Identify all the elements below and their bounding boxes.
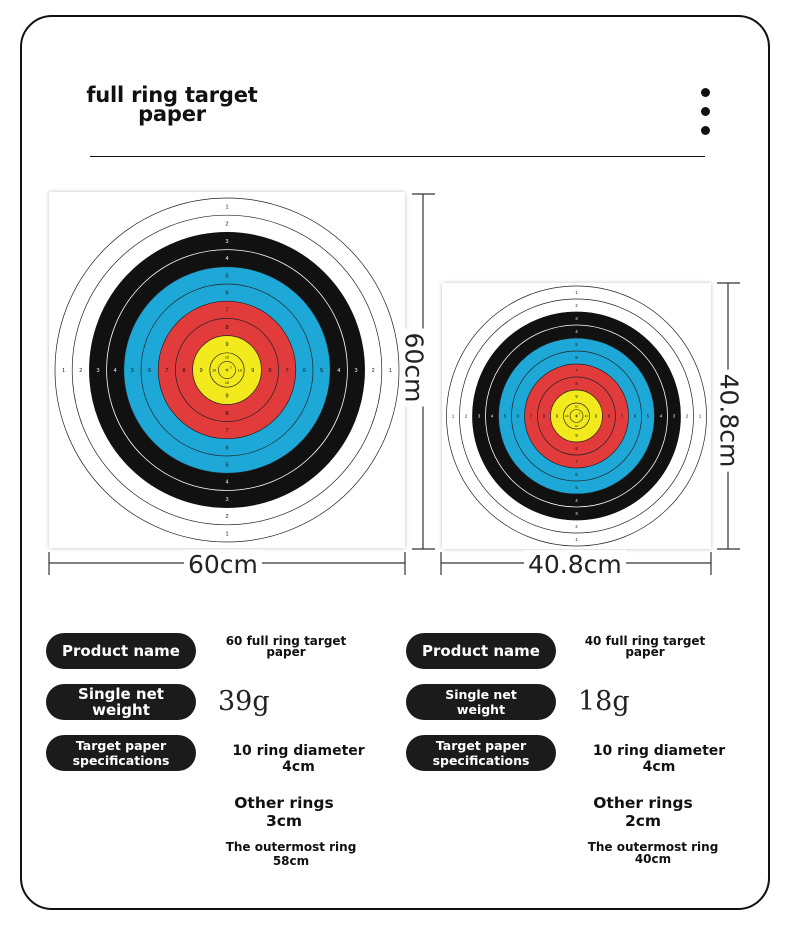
ring-number-label: 3 [96,367,100,374]
ring-number-label: 8 [225,410,229,417]
ring-number-label: 7 [165,367,169,374]
ring-number-label: 4 [659,413,663,419]
ring-number-label: 4 [490,413,494,419]
product-name-value-60: 60 full ring target paper [225,634,347,659]
ring-number-label: 7 [575,367,578,373]
ring-number-label: 4 [337,367,341,374]
width-label-40cm: 40.8cm [524,550,626,579]
ring-number-label: 6 [225,290,229,297]
ring-number-label: 6 [575,354,578,360]
ring-number-label: 5 [646,413,650,419]
ring-number-label: 4 [575,497,578,503]
ring-number-label: 6 [575,471,578,477]
ring-number-label: 5 [225,462,229,469]
ring-number-label: 3 [575,510,578,516]
ring-number-label: 2 [575,523,578,529]
ring-number-label: 7 [575,458,578,464]
page-title: full ring target paper [86,83,258,126]
ring-number-label-10: 10 [574,423,579,428]
ring-number-label: 4 [225,479,229,486]
spec-line-other-40: Other rings 2cm [593,794,693,830]
ring-number-label: 6 [302,367,306,374]
ring-number-label: 3 [477,413,481,419]
spec-label-60: Target paper specifications [46,735,196,771]
ring-number-label: 8 [575,380,578,386]
spec-line-outer-40: The outermost ring 40cm [587,840,719,866]
ring-number-label: 1 [451,413,455,419]
width-label-60cm: 60cm [184,550,262,579]
ring-number-label: 2 [575,302,578,308]
ring-number-label: 5 [130,367,134,374]
ring-number-label: 8 [225,324,229,331]
ring-number-label: 2 [79,367,83,374]
ring-number-label: 3 [354,367,358,374]
spec-label-40: Target paper specifications [406,735,556,771]
ring-number-label: 1 [388,367,392,374]
ring-number-label: 5 [320,367,324,374]
ring-number-label: 7 [285,367,289,374]
ring-number-label: 9 [594,413,598,419]
ring-number-label: 9 [575,432,578,438]
ring-number-label: 5 [575,484,578,490]
ring-number-label: 3 [575,315,578,321]
ring-number-label: 4 [575,328,578,334]
ring-number-label: 8 [607,413,611,419]
ring-number-label-10: 10 [211,368,217,373]
height-label-40cm: 40.8cm [714,370,743,472]
ring-number-label-10: 10 [565,414,569,419]
ring-number-label: 5 [575,341,578,347]
ring-number-label: 6 [516,413,520,419]
product-name-label-60: Product name [46,633,196,669]
vertical-ellipsis-icon[interactable] [699,88,713,142]
spec-line-ring10-40: 10 ring diameter 4cm [592,743,726,775]
ring-number-label: 5 [225,273,229,280]
dimension-lines-40cm [432,275,752,580]
spec-line-outer-60: The outermost ring 58cm [225,840,357,868]
ring-number-label: 6 [148,367,152,374]
ring-number-label: 9 [199,367,203,374]
ring-number-label: 7 [225,307,229,314]
ring-number-label: 4 [225,256,229,263]
spec-line-other-60: Other rings 3cm [234,794,334,830]
ring-number-label-10: 10 [584,414,588,419]
ring-number-label: 7 [620,413,624,419]
weight-value-40: 18g [578,686,630,717]
ring-number-label: 2 [225,514,229,521]
ring-x-label: X [578,412,581,416]
height-label-60cm: 60cm [399,329,428,407]
ring-number-label-10: 10 [224,355,230,360]
ring-number-label: 9 [575,393,578,399]
ring-number-label: 6 [633,413,637,419]
ring-number-label: 6 [225,445,229,452]
weight-label-40: Single net weight [406,684,556,720]
title-divider [90,156,705,157]
ring-number-label: 9 [225,342,229,349]
ring-number-label: 8 [575,445,578,451]
dimension-lines-60cm [40,185,440,580]
ring-number-label: 9 [555,413,559,419]
ring-number-label: 1 [225,531,229,538]
weight-value-60: 39g [218,686,270,717]
ring-number-label: 7 [225,428,229,435]
ring-number-label: 7 [529,413,533,419]
spec-line-ring10-60: 10 ring diameter 4cm [232,743,365,775]
ring-number-label: 8 [268,367,272,374]
ring-x-label: X [229,366,232,370]
product-name-value-40: 40 full ring target paper [584,634,706,659]
ring-number-label: 1 [62,367,66,374]
ring-number-label: 3 [672,413,676,419]
ring-number-label-10: 10 [237,368,243,373]
ring-number-label: 4 [113,367,117,374]
ring-number-label: 1 [575,536,578,542]
ring-number-label: 2 [371,367,375,374]
ring-number-label: 1 [225,204,229,211]
ring-number-label: 2 [464,413,468,419]
weight-label-60: Single net weight [46,684,196,720]
ring-number-label: 9 [251,367,255,374]
ring-number-label: 2 [685,413,689,419]
ring-number-label: 8 [542,413,546,419]
ring-number-label: 3 [225,496,229,503]
ring-number-label: 1 [698,413,702,419]
ring-number-label: 5 [503,413,507,419]
ring-number-label: 2 [225,221,229,228]
ring-number-label: 1 [575,289,578,295]
ring-number-label-10: 10 [224,381,230,386]
product-name-label-40: Product name [406,633,556,669]
ring-number-label: 3 [225,238,229,245]
ring-number-label: 8 [182,367,186,374]
ring-number-label-10: 10 [574,404,579,409]
ring-number-label: 9 [225,393,229,400]
